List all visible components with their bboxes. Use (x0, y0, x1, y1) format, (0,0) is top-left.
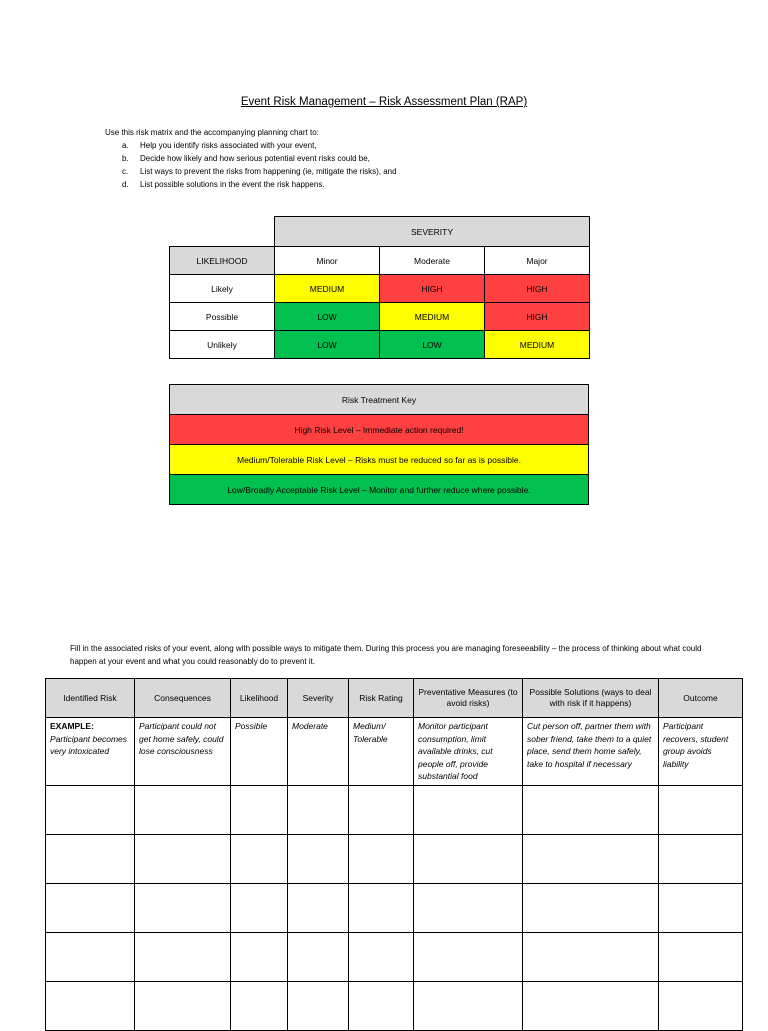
list-item-text: Help you identify risks associated with your event, (140, 141, 317, 150)
matrix-cell: HIGH (485, 275, 590, 303)
example-rating: Medium/ Tolerable (349, 718, 414, 786)
table-cell[interactable] (288, 932, 349, 981)
table-cell[interactable] (349, 981, 414, 1030)
matrix-cell: HIGH (380, 275, 485, 303)
table-cell[interactable] (523, 834, 659, 883)
matrix-row-possible (170, 303, 590, 331)
table-cell[interactable] (288, 834, 349, 883)
matrix-cell: LOW (275, 331, 380, 359)
example-likelihood: Possible (231, 718, 288, 786)
likelihood-label: Unlikely (170, 331, 275, 359)
table-cell[interactable] (414, 785, 523, 834)
table-cell[interactable] (288, 785, 349, 834)
col-outcome: Outcome (659, 679, 743, 718)
page-title: Event Risk Management – Risk Assessment Plan (RAP) (240, 96, 528, 108)
key-medium: Medium/Tolerable Risk Level – Risks must be reduced so far as is possible. (170, 445, 589, 475)
table-row (46, 981, 743, 1030)
matrix-corner (170, 217, 275, 247)
list-marker: d. (122, 180, 129, 189)
table-cell[interactable] (523, 883, 659, 932)
col-consequences: Consequences (135, 679, 231, 718)
intro-section (105, 126, 397, 191)
table-cell[interactable] (135, 834, 231, 883)
table-cell[interactable] (414, 981, 523, 1030)
table-cell[interactable] (523, 785, 659, 834)
example-severity: Moderate (288, 718, 349, 786)
example-row (46, 718, 743, 786)
example-label: EXAMPLE: (50, 721, 94, 731)
example-risk-cell (46, 718, 135, 786)
table-cell[interactable] (414, 834, 523, 883)
table-cell[interactable] (349, 834, 414, 883)
table-cell[interactable] (288, 981, 349, 1030)
risk-treatment-key (169, 384, 589, 505)
table-cell[interactable] (46, 834, 135, 883)
table-cell[interactable] (46, 981, 135, 1030)
key-low: Low/Broadly Acceptable Risk Level – Monitor and further reduce where possible. (170, 475, 589, 505)
col-likelihood: Likelihood (231, 679, 288, 718)
likelihood-label: Likely (170, 275, 275, 303)
table-row (46, 834, 743, 883)
list-marker: b. (122, 154, 129, 163)
list-item (105, 152, 397, 165)
col-preventative-measures: Preventative Measures (to avoid risks) (414, 679, 523, 718)
risk-planning-chart (45, 678, 743, 1031)
table-cell[interactable] (414, 932, 523, 981)
table-cell[interactable] (288, 883, 349, 932)
list-item (105, 139, 397, 152)
col-possible-solutions: Possible Solutions (ways to deal with risk if it happens) (523, 679, 659, 718)
matrix-cell: LOW (380, 331, 485, 359)
example-preventative: Monitor participant consumption, limit available drinks, cut people off, provide substantial food (414, 718, 523, 786)
table-cell[interactable] (659, 981, 743, 1030)
intro-list (105, 139, 397, 191)
matrix-cell: MEDIUM (485, 331, 590, 359)
table-cell[interactable] (523, 981, 659, 1030)
list-item (105, 178, 397, 191)
severity-minor: Minor (275, 247, 380, 275)
list-marker: a. (122, 141, 129, 150)
intro-lead: Use this risk matrix and the accompanying planning chart to: (105, 128, 319, 137)
list-item-text: List possible solutions in the event the risk happens. (140, 180, 325, 189)
table-cell[interactable] (135, 932, 231, 981)
severity-header: SEVERITY (275, 217, 590, 247)
example-solutions: Cut person off, partner them with sober friend, take them to a quiet place, send them home safely, take to hospital if necessary (523, 718, 659, 786)
table-cell[interactable] (414, 883, 523, 932)
likelihood-header: LIKELIHOOD (170, 247, 275, 275)
table-cell[interactable] (46, 785, 135, 834)
table-cell[interactable] (46, 883, 135, 932)
table-row (46, 932, 743, 981)
matrix-cell: LOW (275, 303, 380, 331)
table-cell[interactable] (231, 785, 288, 834)
table-cell[interactable] (231, 883, 288, 932)
matrix-cell: MEDIUM (275, 275, 380, 303)
risk-matrix (169, 216, 590, 359)
table-cell[interactable] (659, 883, 743, 932)
list-marker: c. (122, 167, 129, 176)
col-severity: Severity (288, 679, 349, 718)
list-item-text: Decide how likely and how serious potential event risks could be, (140, 154, 370, 163)
key-high: High Risk Level – Immediate action required! (170, 415, 589, 445)
severity-major: Major (485, 247, 590, 275)
matrix-row-likely (170, 275, 590, 303)
col-identified-risk: Identified Risk (46, 679, 135, 718)
matrix-cell: HIGH (485, 303, 590, 331)
matrix-row-unlikely (170, 331, 590, 359)
col-risk-rating: Risk Rating (349, 679, 414, 718)
severity-moderate: Moderate (380, 247, 485, 275)
table-cell[interactable] (659, 785, 743, 834)
table-cell[interactable] (135, 883, 231, 932)
matrix-cell: MEDIUM (380, 303, 485, 331)
likelihood-label: Possible (170, 303, 275, 331)
table-row (46, 883, 743, 932)
table-cell[interactable] (135, 981, 231, 1030)
example-consequences: Participant could not get home safely, could lose consciousness (135, 718, 231, 786)
key-header: Risk Treatment Key (170, 385, 589, 415)
table-cell[interactable] (349, 785, 414, 834)
table-cell[interactable] (231, 932, 288, 981)
table-cell[interactable] (659, 834, 743, 883)
table-cell[interactable] (231, 834, 288, 883)
list-item-text: List ways to prevent the risks from happening (ie, mitigate the risks), and (140, 167, 397, 176)
list-item (105, 165, 397, 178)
table-row (46, 785, 743, 834)
table-cell[interactable] (523, 932, 659, 981)
fill-instructions: Fill in the associated risks of your event, along with possible ways to mitigate them. During this process you are managing foreseeability – the process of thinking about what could happen at your event and what you could reasonably do to prevent it. (70, 644, 702, 666)
table-cell[interactable] (135, 785, 231, 834)
example-outcome: Participant recovers, student group avoids liability (659, 718, 743, 786)
table-cell[interactable] (46, 932, 135, 981)
example-risk: Participant becomes very intoxicated (50, 733, 128, 756)
table-cell[interactable] (659, 932, 743, 981)
table-cell[interactable] (349, 932, 414, 981)
table-cell[interactable] (231, 981, 288, 1030)
table-cell[interactable] (349, 883, 414, 932)
table-header-row (46, 679, 743, 718)
